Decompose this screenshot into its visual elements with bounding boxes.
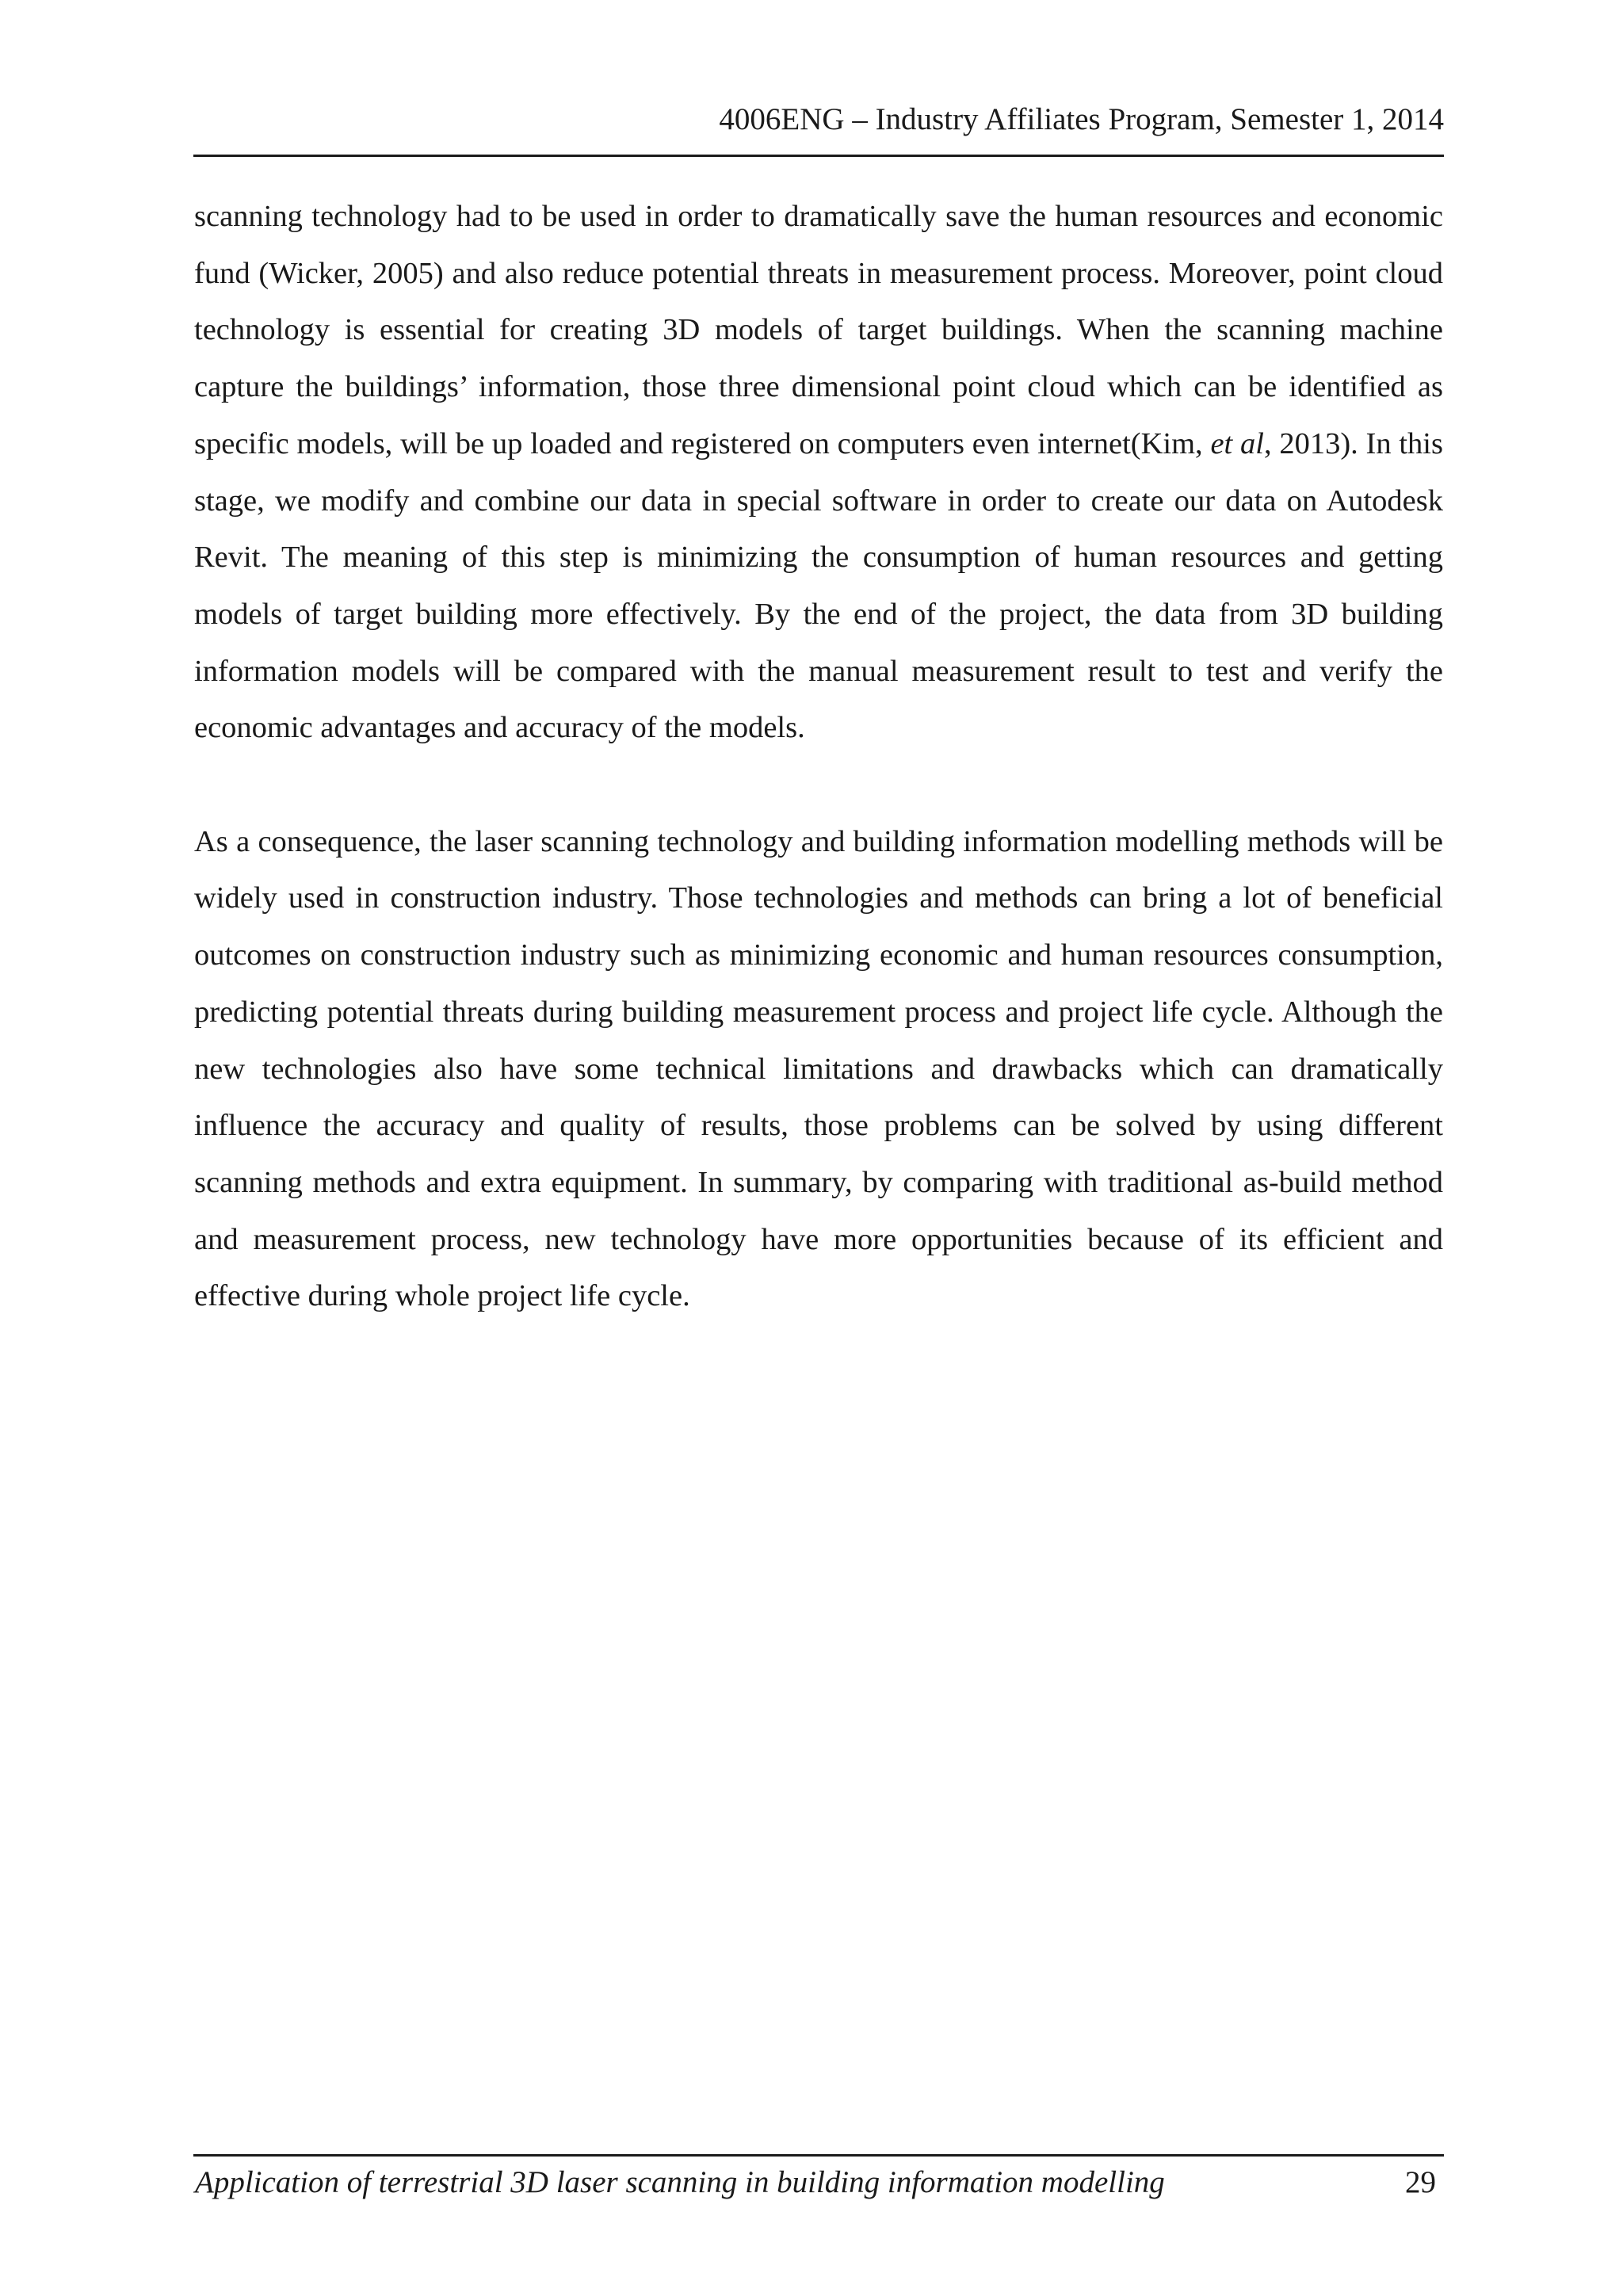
page-header: [193, 94, 1444, 157]
main-content: [194, 189, 1443, 1325]
paragraph-1-text-start: scanning technology had to be used in order to dramatically save the human resources and economic fund (Wicker, 2005) and also reduce potential threats in measurement process. Moreover, point cloud technology is essential for creating 3D models of target buildings. When the scanning machine capture the buildings’ information, those three dimensional point cloud which can be identified as specific models, will be up loaded and registered on computers even internet(Kim,: [194, 200, 1443, 460]
paragraph-1: [194, 189, 1443, 757]
footer-title: Application of terrestrial 3D laser scanning in building information modelling: [195, 2165, 1165, 2199]
page-number: 29: [1405, 2165, 1436, 2199]
page-footer: [193, 2154, 1444, 2199]
header-title: 4006ENG – Industry Affiliates Program, Semester 1, 2014: [719, 102, 1444, 136]
paragraph-1-text-end: , 2013). In this stage, we modify and combine our data in special software in order to create our data on Autodesk Revit. The meaning of this step is minimizing the consumption of human resources and getting models of target building more effectively. By the end of the project, the data from 3D building information models will be compared with the manual measurement result to test and verify the economic advantages and accuracy of the models.: [194, 426, 1443, 745]
citation-et-al: et al: [1210, 426, 1264, 460]
paragraph-2: As a consequence, the laser scanning technology and building information modelling methods will be widely used in construction industry. Those technologies and methods can bring a lot of beneficial outcomes on construction industry such as minimizing economic and human resources consumption, predicting potential threats during building measurement process and project life cycle. Although the new technologies also have some technical limitations and drawbacks which can dramatically influence the accuracy and quality of results, those problems can be solved by using different scanning methods and extra equipment. In summary, by comparing with traditional as-build method and measurement process, new technology have more opportunities because of its efficient and effective during whole project life cycle.: [194, 824, 1443, 1313]
